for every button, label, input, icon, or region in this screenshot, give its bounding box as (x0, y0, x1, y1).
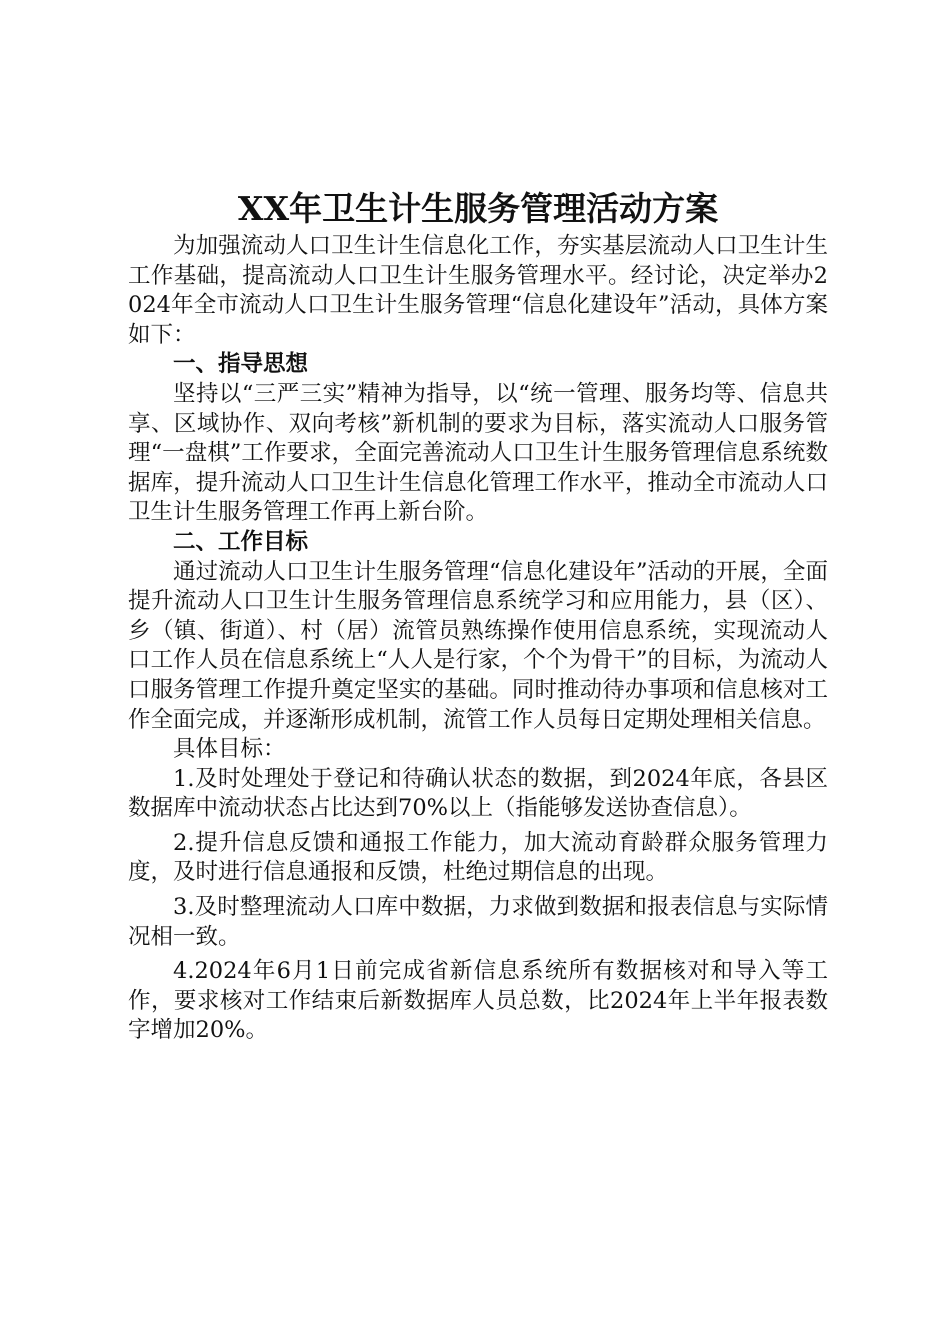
goal-item-2: 2.提升信息反馈和通报工作能力，加大流动育龄群众服务管理力度，及时进行信息通报和反馈，杜绝过期信息的出现。 (128, 829, 828, 886)
section-heading-guiding-ideology: 一、指导思想 (173, 351, 309, 378)
section-body-guiding-ideology: 坚持以“三严三实”精神为指导，以“统一管理、服务均等、信息共享、区域协作、双向考核”新机制的要求为目标，落实流动人口服务管理“一盘棋”工作要求，全面完善流动人口卫生计生服务管理信息系统数据库，提升流动人口卫生计生信息化管理工作水平，推动全市流动人口卫生计生服务管理工作再上新台阶。 (128, 380, 828, 526)
section-heading-work-goals: 二、工作目标 (173, 528, 309, 555)
goal-item-1: 1.及时处理处于登记和待确认状态的数据，到2024年底，各县区数据库中流动状态占比达到70%以上（指能够发送协查信息）。 (128, 765, 828, 822)
goal-item-4: 4.2024年6月1日前完成省新信息系统所有数据核对和导入等工作，要求核对工作结束后新数据库人员总数，比2024年上半年报表数字增加20%。 (128, 958, 828, 1044)
document-title: XX年卫生计生服务管理活动方案 (237, 189, 719, 228)
goal-item-3: 3.及时整理流动人口库中数据，力求做到数据和报表信息与实际情况相一致。 (128, 894, 828, 950)
intro-paragraph: 为加强流动人口卫生计生信息化工作，夯实基层流动人口卫生计生工作基础，提高流动人口卫生计生服务管理水平。经讨论，决定举办2024年全市流动人口卫生计生服务管理“信息化建设年”活动，具体方案如下： (128, 233, 828, 348)
specific-goals-label: 具体目标： (173, 736, 286, 763)
document-page (128, 186, 828, 1051)
section-body-work-goals: 通过流动人口卫生计生服务管理“信息化建设年”活动的开展，全面提升流动人口卫生计生服务管理信息系统学习和应用能力，县（区）、乡（镇、街道）、村（居）流管员熟练操作使用信息系统，实现流动人口工作人员在信息系统上“人人是行家，个个为骨干”的目标，为流动人口服务管理工作提升奠定坚实的基础。同时推动待办事项和信息核对工作全面完成，并逐渐形成机制，流管工作人员每日定期处理相关信息。 (128, 558, 828, 733)
